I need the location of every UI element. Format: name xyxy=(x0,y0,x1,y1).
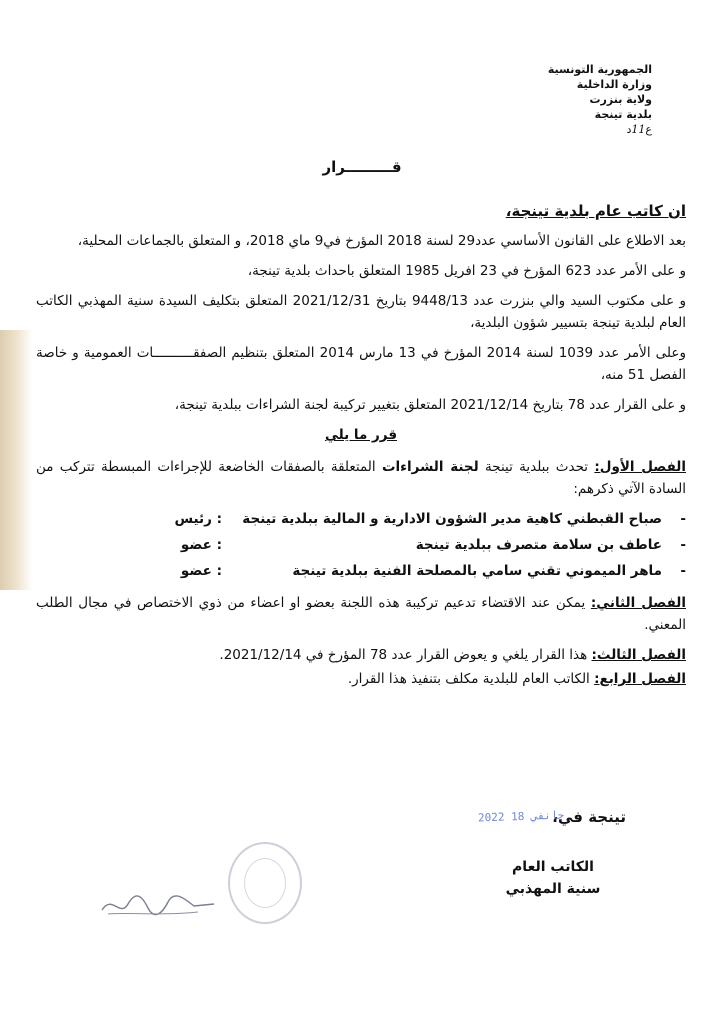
recital-5: و على القرار عدد 78 بتاريخ 2021/12/14 المتعلق بتغيير تركيبة لجنة الشراءات ببلدية تينجة، xyxy=(174,397,686,413)
member-row xyxy=(36,534,686,556)
intro-line: ان كاتب عام بلدية تينجة، xyxy=(505,202,686,220)
member-row xyxy=(36,560,686,582)
paper-stain xyxy=(0,330,32,590)
member-role: : عضو xyxy=(180,537,222,553)
signature-block xyxy=(478,856,628,900)
decides-heading: قرر ما يلي xyxy=(324,427,398,443)
member-dash: - xyxy=(680,537,686,553)
article-3 xyxy=(36,644,686,666)
place-date-label: تينجة في، xyxy=(552,808,626,826)
article-1-text-after: المتعلقة بالصفقات الخاضعة للإجراءات المبسطة تتركب من السادة الآتي ذكرهم: xyxy=(36,459,686,497)
member-dash: - xyxy=(680,563,686,579)
reference-handwritten: 11 xyxy=(631,123,646,136)
official-seal xyxy=(228,842,302,924)
member-name: ماهر الميموني تقني سامي بالمصلحة الفنية ببلدية تينجة xyxy=(292,563,662,579)
recital-1: بعد الاطلاع على القانون الأساسي عدد29 لسنة 2018 المؤرخ في9 ماي 2018، و المتعلق بالجماعات المحلية، xyxy=(77,233,686,249)
committee-members xyxy=(36,508,686,582)
recital-2: و على الأمر عدد 623 المؤرخ في 23 افريل 1985 المتعلق باحداث بلدية تينجة، xyxy=(247,263,686,279)
article-1-highlight: لجنة الشراءات xyxy=(381,459,479,475)
reference-number xyxy=(542,122,652,137)
member-dash: - xyxy=(680,511,686,527)
member-row xyxy=(36,508,686,530)
letterhead-republic: الجمهورية التونسية xyxy=(547,63,652,76)
member-role: : عضو xyxy=(180,563,222,579)
article-2-label: الفصل الثاني: xyxy=(590,595,686,611)
member-name: صباح القبطني كاهية مدير الشؤون الادارية و المالية ببلدية تينجة xyxy=(242,511,662,527)
signatory-title: الكاتب العام xyxy=(512,859,594,875)
decree-body xyxy=(36,200,686,698)
handwritten-signature xyxy=(98,884,218,924)
article-2 xyxy=(36,592,686,636)
article-1-text-before: تحدث ببلدية تينجة xyxy=(478,459,595,475)
document-title-text: قـــــــــرار xyxy=(322,158,402,176)
letterhead-ministry: وزارة الداخلية xyxy=(576,78,652,91)
article-2-text: يمكن عند الاقتضاء تدعيم تركيبة هذه اللجنة بعضو او اعضاء من ذوي الاختصاص في مجال الطلب المعني. xyxy=(36,595,686,633)
letterhead-governorate: ولاية بنزرت xyxy=(589,93,652,106)
article-1 xyxy=(36,456,686,500)
article-4 xyxy=(36,668,686,690)
article-4-label: الفصل الرابع: xyxy=(594,671,686,687)
signatory-name: سنية المهذبي xyxy=(505,881,601,897)
recital-3: و على مكتوب السيد والي بنزرت عدد 9448/13 بتاريخ 2021/12/31 المتعلق بتكليف السيدة سنية المهذبي الكاتب العام لبلدية تينجة بتسيير شؤون البلدية، xyxy=(36,293,686,331)
reference-suffix: د xyxy=(626,123,632,136)
article-3-label: الفصل الثالث: xyxy=(591,647,686,663)
member-role: : رئيس xyxy=(174,511,222,527)
letterhead xyxy=(542,62,652,137)
article-1-label: الفصل الأول: xyxy=(594,459,687,475)
reference-prefix: ع xyxy=(645,123,652,136)
date-stamp: 2022 جانفي 18 xyxy=(477,808,565,825)
letterhead-municipality: بلدية تينجة xyxy=(594,108,652,121)
recital-4: وعلى الأمر عدد 1039 لسنة 2014 المؤرخ في 13 مارس 2014 المتعلق بتنظيم الصفقــــــــــات العمومية و خاصة الفصل 51 منه، xyxy=(36,345,686,383)
document-title xyxy=(0,158,724,176)
article-3-text: هذا القرار يلغي و يعوض القرار عدد 78 المؤرخ في 2021/12/14. xyxy=(219,647,592,663)
article-4-text: الكاتب العام للبلدية مكلف بتنفيذ هذا القرار. xyxy=(347,671,595,687)
member-name: عاطف بن سلامة متصرف ببلدية تينجة xyxy=(415,537,662,553)
